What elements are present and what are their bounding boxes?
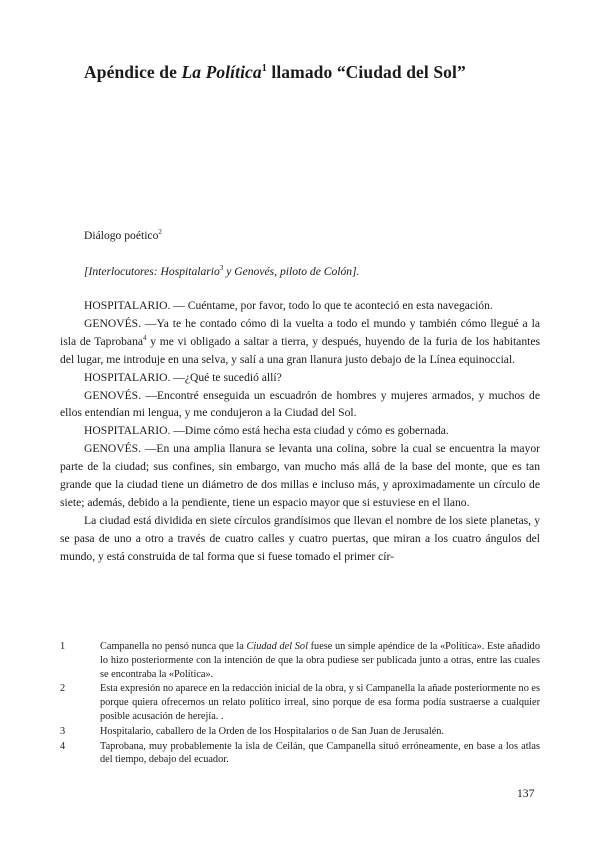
title-italic: La Política: [181, 62, 262, 82]
paragraph-2-footnote-ref[interactable]: 4: [143, 333, 147, 342]
footnote-text: Hospitalario, caballero de la Orden de los Hospitalarios o de San Juan de Jerusalén.: [100, 725, 444, 737]
paragraph-2: [60, 315, 540, 369]
footnote-3: [60, 725, 540, 739]
footnote-text: Taprobana, muy probablemente la isla de Ceilán, que Campanella situó erróneamente, en base a los atlas del tiempo, debajo del ecuador.: [100, 740, 540, 766]
subtitle-footnote-ref[interactable]: 2: [158, 228, 162, 237]
footnote-number: 4: [60, 740, 66, 752]
footnotes: [60, 640, 540, 768]
page-number: 137: [517, 787, 535, 800]
paragraph-5: HOSPITALARIO. —Dime cómo está hecha esta ciudad y cómo es gobernada.: [84, 424, 449, 438]
footnote-1: [60, 640, 540, 681]
interlocutors-line: [84, 265, 524, 278]
paragraph-6: GENOVÉS. —En una amplia llanura se levanta una colina, sobre la cual se encuentra la mayor parte de la ciudad; sus confines, sin embargo, van mucho más allá de la base del monte, que es tan grande que la ciudad tiene un diámetro de dos millas e incluso más, y aproximadamente un círculo de siete; además, debido a la pendiente, tiene un espacio mayor que si estuviese en el llano.: [60, 442, 540, 509]
title-prefix: Apéndice de: [84, 62, 182, 82]
body-text: [60, 297, 540, 566]
footnote-1-text-a: Campanella no pensó nunca que la: [100, 641, 247, 652]
paragraph-2-part-b: y me vi obligado a saltar a tierra, y después, huyendo de la furia de los habitantes del lugar, me introduje en una selva, y salí a una gran llanura justo debajo de la Línea equinoccial.: [60, 334, 541, 366]
footnote-4: [60, 740, 540, 768]
footnote-number: 2: [60, 683, 66, 695]
footnote-text: Esta expresión no aparece en la redacción inicial de la obra, y si Campanella la añade posteriormente no es porque quiera ofrecernos un relato político irreal, sino porque de esa forma podía sustraerse a cualquier posible acusación de herejía. .: [100, 683, 541, 722]
interlocutors-before: [Interlocutores: Hospitalario: [84, 265, 220, 278]
footnote-1-text-b: fuese un simple apéndice de la «Política». Este añadido lo hizo posteriormente con la intención de que la obra pudiese ser publicada junto a otras, entre las cuales se encontraba la «Política».: [100, 641, 540, 680]
subtitle-text: Diálogo poético: [84, 229, 159, 242]
footnote-text: [100, 640, 540, 681]
paragraph-3: HOSPITALARIO. —¿Qué te sucedió allí?: [84, 370, 282, 384]
footnote-1-italic: Ciudad del Sol: [246, 641, 308, 652]
footnote-number: 3: [60, 725, 66, 737]
interlocutors-after: y Genovés, piloto de Colón].: [223, 265, 360, 278]
interlocutors-footnote-ref[interactable]: 3: [219, 264, 224, 273]
title-footnote-ref[interactable]: 1: [261, 63, 267, 75]
chapter-title: [84, 62, 554, 83]
footnote-2: [60, 682, 540, 723]
paragraph-7: La ciudad está dividida en siete círculos grandísimos que llevan el nombre de los siete planetas, y se pasa de uno a otro a través de cuatro calles y cuatro puertas, que miran a los cuatro ángulos del mundo, y está construida de tal forma que si fuese tomado el primer cír-: [60, 513, 540, 563]
paragraph-4: GENOVÉS. —Encontré enseguida un escuadrón de hombres y mujeres armados, y muchos de ellos entendían mi lengua, y me condujeron a la Ciudad del Sol.: [60, 388, 540, 420]
subtitle: [84, 229, 162, 242]
footnote-number: 1: [60, 641, 66, 652]
title-suffix: llamado “Ciudad del Sol”: [266, 62, 466, 82]
paragraph-1: HOSPITALARIO. — Cuéntame, por favor, todo lo que te aconteció en esta navegación.: [84, 299, 493, 312]
paragraph-2-part-a: GENOVÉS. —Ya te he contado cómo di la vuelta a todo el mundo y también cómo llegué a la isla de Taprobana: [60, 316, 540, 348]
